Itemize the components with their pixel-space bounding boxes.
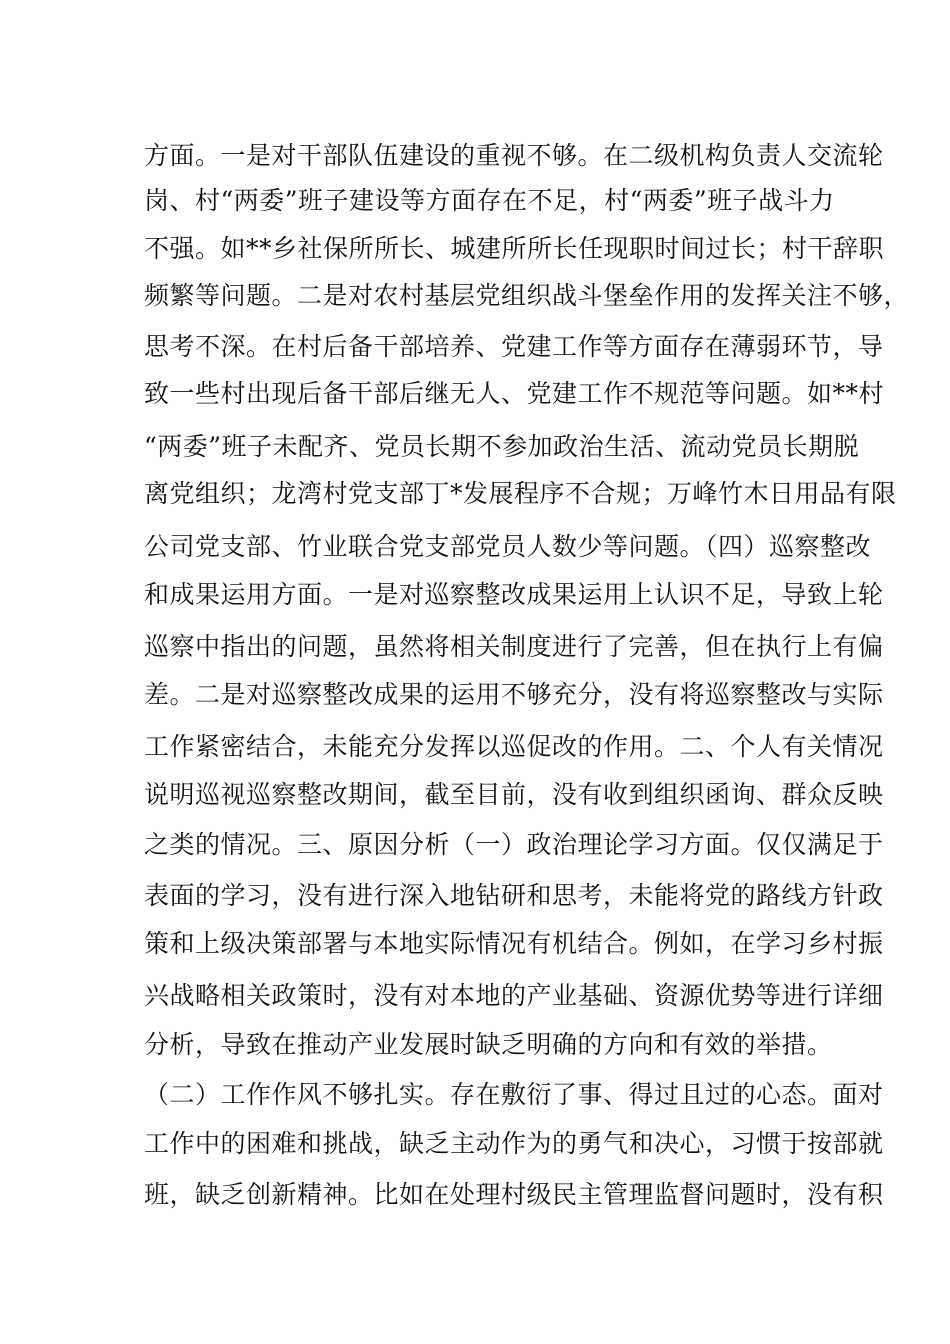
- text-line: 班，缺乏创新精神。比如在处理村级民主管理监督问题时，没有积: [144, 1180, 884, 1209]
- text-line: 岗、村“两委”班子建设等方面存在不足，村“两委”班子战斗力: [144, 186, 835, 215]
- text-line: 巡察中指出的问题，虽然将相关制度进行了完善，但在执行上有偏: [144, 632, 884, 661]
- text-line: 方面。一是对干部队伍建设的重视不够。在二级机构负责人交流轮: [144, 141, 884, 170]
- text-line: 和成果运用方面。一是对巡察整改成果运用上认识不足，导致上轮: [144, 580, 884, 609]
- text-line: 思考不深。在村后备干部培养、党建工作等方面存在薄弱环节，导: [144, 332, 884, 361]
- text-line: 致一些村出现后备干部后继无人、党建工作不规范等问题。如**村: [144, 379, 885, 408]
- text-line: 不强。如**乡社保所所长、城建所所长任现职时间过长；村干辞职: [144, 234, 885, 263]
- text-line: 说明巡视巡察整改期间，截至目前，没有收到组织函询、群众反映: [144, 780, 884, 809]
- text-line: 公司党支部、竹业联合党支部党员人数少等问题。（四）巡察整改: [144, 532, 872, 561]
- text-line: 表面的学习，没有进行深入地钻研和思考，未能将党的路线方针政: [144, 881, 884, 910]
- text-line: 工作紧密结合，未能充分发挥以巡促改的作用。二、个人有关情况: [144, 732, 884, 761]
- text-line: 兴战略相关政策时，没有对本地的产业基础、资源优势等进行详细: [144, 981, 884, 1010]
- text-line: 策和上级决策部署与本地实际情况有机结合。例如，在学习乡村振: [144, 929, 884, 958]
- text-line: 离党组织；龙湾村党支部丁*发展程序不合规；万峰竹木日用品有限: [144, 479, 897, 508]
- text-line: 工作中的困难和挑战，缺乏主动作为的勇气和决心，习惯于按部就: [144, 1129, 884, 1158]
- text-line: 差。二是对巡察整改成果的运用不够充分，没有将巡察整改与实际: [144, 680, 884, 709]
- text-line: “两委”班子未配齐、党员长期不参加政治生活、流动党员长期脱: [144, 432, 860, 461]
- text-line: 分析，导致在推动产业发展时缺乏明确的方向和有效的举措。: [144, 1030, 833, 1059]
- text-line: （二）工作作风不够扎实。存在敷衍了事、得过且过的心态。面对: [144, 1080, 884, 1109]
- text-line: 频繁等问题。二是对农村基层党组织战斗堡垒作用的发挥关注不够，: [144, 281, 910, 310]
- text-line: 之类的情况。三、原因分析（一）政治理论学习方面。仅仅满足于: [144, 830, 884, 859]
